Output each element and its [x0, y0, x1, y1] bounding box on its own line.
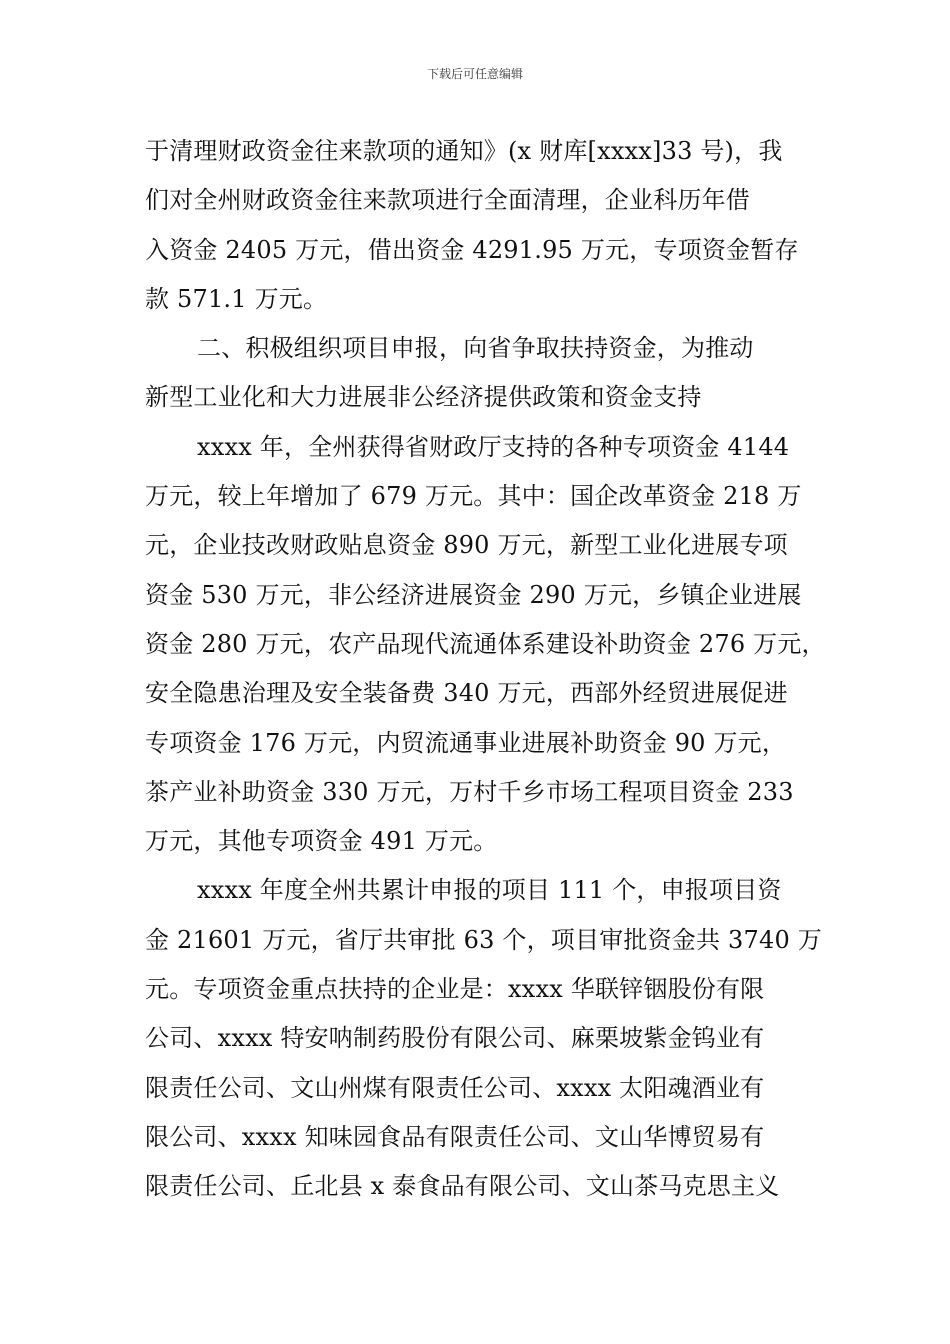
text-line: xxxx 年度全州共累计申报的项目 111 个，申报项目资 [197, 876, 782, 905]
text-line: 限公司、xxxx 知味园食品有限责任公司、文山华博贸易有 [145, 1122, 765, 1151]
document-body [145, 127, 826, 1212]
text-line: 于清理财政资金往来款项的通知》(x 财库[xxxx]33 号)，我 [145, 137, 783, 165]
text-line: 金 21601 万元，省厅共审批 63 个，项目审批资金共 3740 万 [145, 925, 822, 954]
text-line: 资金 280 万元，农产品现代流通体系建设补助资金 276 万元， [145, 629, 826, 658]
text-line: 公司、xxxx 特安呐制药股份有限公司、麻栗坡紫金钨业有 [145, 1024, 765, 1053]
text-line: 万元，其他专项资金 491 万元。 [145, 827, 498, 856]
text-line: 万元，较上年增加了 679 万元。其中：国企改革资金 218 万 [145, 482, 802, 511]
text-line: 元，企业技改财政贴息资金 890 万元，新型工业化进展专项 [145, 531, 788, 560]
text-line: 安全隐患治理及安全装备费 340 万元，西部外经贸进展促进 [145, 679, 788, 708]
text-line: 入资金 2405 万元，借出资金 4291.95 万元，专项资金暂存 [145, 235, 799, 264]
text-line: 款 571.1 万元。 [145, 284, 328, 313]
text-line: xxxx 年，全州获得省财政厅支持的各种专项资金 4144 [197, 432, 790, 461]
text-line: 们对全州财政资金往来款项进行全面清理，企业科历年借 [145, 186, 750, 215]
page-header: 下载后可任意编辑 [426, 67, 523, 81]
text-line: 限责任公司、文山州煤有限责任公司、xxxx 太阳魂酒业有 [145, 1073, 765, 1102]
text-line: 茶产业补助资金 330 万元，万村千乡市场工程项目资金 233 [145, 777, 794, 806]
text-line: 专项资金 176 万元，内贸流通事业进展补助资金 90 万元， [145, 728, 787, 757]
section-heading-line: 二、积极组织项目申报，向省争取扶持资金，为推动 [197, 334, 754, 363]
section-heading-line: 新型工业化和大力进展非公经济提供政策和资金支持 [145, 383, 702, 412]
text-line: 元。专项资金重点扶持的企业是：xxxx 华联锌铟股份有限 [145, 975, 765, 1004]
text-line: 资金 530 万元，非公经济进展资金 290 万元，乡镇企业进展 [145, 580, 802, 609]
text-line: 限责任公司、丘北县 x 泰食品有限公司、文山茶马克思主义 [145, 1172, 780, 1201]
